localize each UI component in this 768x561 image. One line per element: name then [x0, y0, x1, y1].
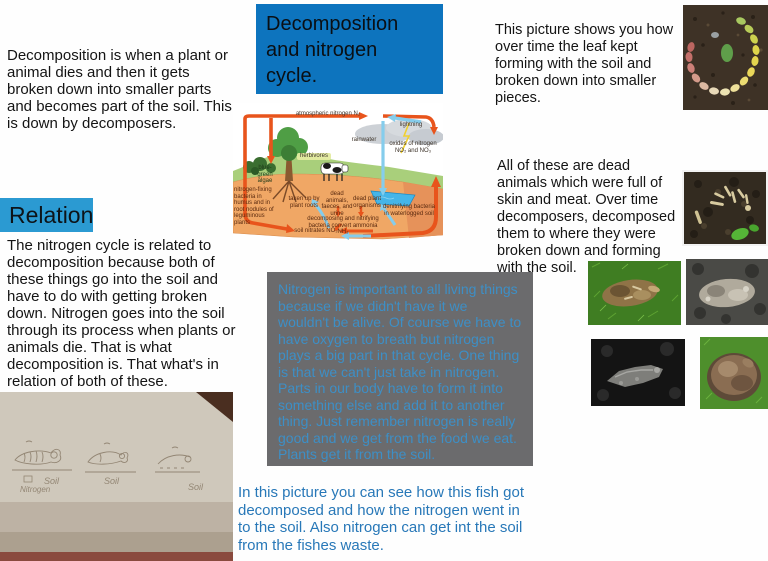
label-rainwater: rainwater — [351, 137, 377, 143]
soil-label-3: Soil — [188, 482, 204, 492]
dead-animals-caption: All of these are dead animals which were full of skin and meat. Over time decomposers, decomposed them to where they were broken down and forming with the soil. — [497, 158, 676, 276]
label-lightning: lightning — [399, 122, 423, 128]
label-herbivores: herbivores — [297, 153, 331, 160]
nitrogen-note-text: Nitrogen is important to all living things because if we didn't have it we wouldn't be alive. Of course we have to have oxygen to breath but nitrogen plays a big part in that cycle. One thing is that we can't just take in nitrogen. Parts in our body have to form it into something else and add it to another thing. Just remember nitrogen is really good and we get from the food we eat. Plants get it from the soil. — [278, 281, 522, 462]
label-taken-up: taken up by plant roots — [288, 196, 320, 209]
nitrogen-label: Nitrogen — [20, 485, 51, 494]
label-oxides: oxides of nitrogen NO₂ and NO₃ — [389, 141, 437, 154]
label-decomposing: decomposing and nitrifying bacteria convert ammonia NH₃ — [307, 216, 379, 235]
label-atmospheric-nitrogen: atmospheric nitrogen N₂ — [295, 111, 361, 117]
label-nitrogen-fixing: nitrogen-fixing bacteria in humus and in root nodules of leguminous plants — [234, 187, 274, 226]
skeleton-bw-photo — [591, 339, 685, 406]
center-green-leaf — [721, 44, 733, 62]
poster-title: Decomposition and nitrogen cycle. — [266, 13, 399, 87]
relation-heading-box — [0, 198, 93, 232]
carcass-brown-photo — [700, 337, 768, 409]
leaf-photo-caption: This picture shows you how over time the leaf kept forming with the soil and broken down into smaller pieces. — [495, 22, 674, 106]
table-edge — [0, 552, 233, 561]
poster-title-box — [256, 4, 443, 94]
soil-label-2: Soil — [104, 476, 120, 486]
label-denitrifying: denitrifying bacteria in waterlogged soil — [382, 204, 436, 217]
carcass-on-grass-photo — [588, 261, 681, 325]
soil-label-1: Soil — [44, 476, 60, 486]
leaf-decomposition-photo — [683, 5, 768, 110]
nitrogen-note-box — [267, 272, 533, 466]
fish-drawing-photo — [0, 392, 233, 561]
carcass-gray-photo — [686, 259, 768, 325]
intro-paragraph: Decomposition is when a plant or animal dies and then it gets broken down into smaller parts and becomes part of the soil. This is down by decomposers. — [7, 47, 232, 132]
label-dead-plants: dead plant organisms — [352, 196, 382, 209]
relation-heading-label: Relation — [9, 202, 94, 228]
fish-drawing-caption: In this picture you can see how this fish got decomposed and how the nitrogen went in to the soil. Also nitrogen can get int the soil from the fishes waste. — [238, 484, 524, 554]
label-dead-animals: dead animals, faeces, and urine — [321, 191, 353, 217]
relation-paragraph: The nitrogen cycle is related to decomposition because both of these things go into the soil and have to do with getting broken down. Nitrogen goes into the soil through its process when plants or animals die. That is what decomposition is. That what's in relation of both of these. — [7, 237, 236, 390]
animal-bones-photo — [682, 170, 768, 246]
nitrogen-cycle-diagram — [233, 103, 443, 240]
label-soil-nitrates: soil nitrates NO₃ — [294, 228, 338, 234]
label-blue-green-algae: blue-green algae — [257, 165, 273, 184]
